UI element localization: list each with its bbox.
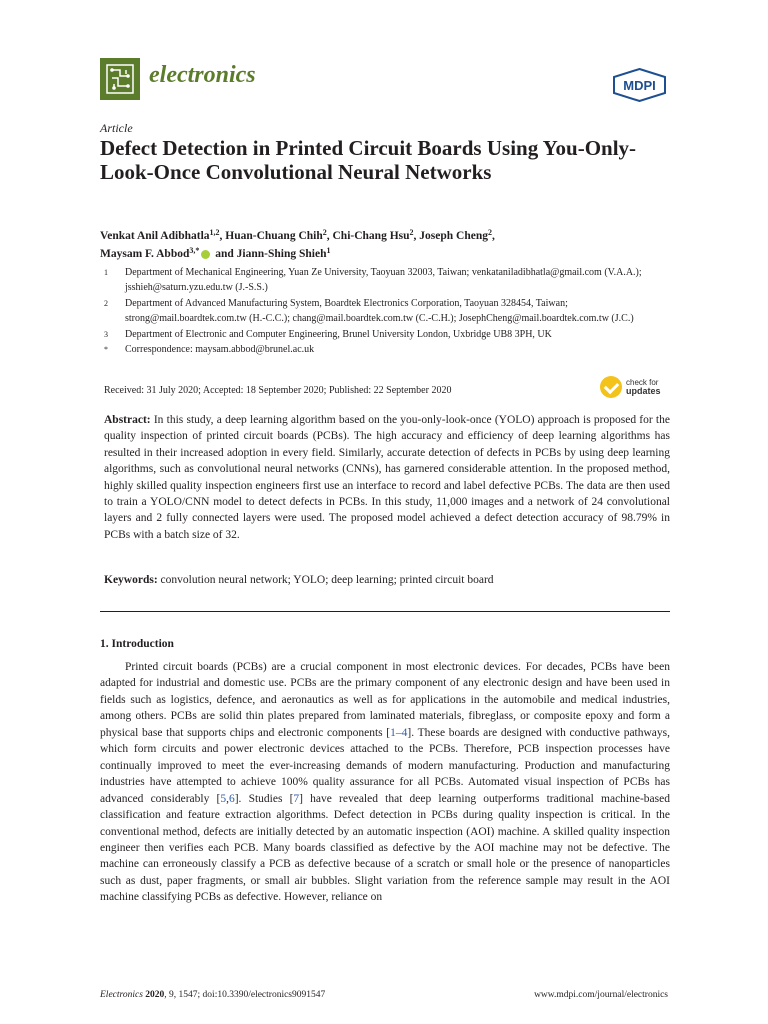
abstract (104, 412, 670, 543)
affiliation-text: Department of Electronic and Computer Engineering, Brunel University London, Uxbridge UB8 3PH, UK (125, 328, 552, 340)
author-affiliation-mark: 1,2 (209, 228, 220, 237)
citation-link[interactable]: 5 (220, 792, 227, 805)
affiliation-text: Department of Mechanical Engineering, Yuan Ze University, Taoyuan 32003, Taiwan; venkataniladibhatla@gmail.com (V.A.A.); jsshieh@saturn.yzu.edu.tw (J.-S.S.) (125, 267, 642, 294)
affiliation-number: 2 (104, 298, 108, 308)
mdpi-logo-text: MDPI (623, 78, 656, 93)
author-affiliation-mark: 2 (409, 228, 414, 237)
citation-link[interactable]: 6 (228, 792, 235, 805)
author-name: Joseph Cheng (419, 230, 488, 242)
correspondence (104, 342, 664, 357)
footer-journal: Electronics (100, 990, 143, 1000)
keywords-text: convolution neural network; YOLO; deep learning; printed circuit board (157, 574, 494, 586)
author-affiliation-mark: 2 (322, 228, 327, 237)
paragraph-text: ] have revealed that deep learning outperforms traditional machine-based classification and feature extraction algorithms. Defect detection in PCBs during quality inspection is critical. In the conventional method, defects are initially detected by an automatic inspection (AOI) machine. A skilled quality inspection engineer then verifies each PCB. Many boards classified as defective by the AOI machine may not be defective. The machine can erroneously classify a PCB as defective because of a scratch or small hole or the presence of nanoparticles such as dust, paper fragments, or small air bubbles. Slight variation from the reference sample may result in the AOI machine classifying PCBs as defective. However, reliance on (100, 792, 670, 904)
correspondence-text: Correspondence: maysam.abbod@brunel.ac.uk (125, 344, 315, 356)
affiliation-list (104, 265, 664, 357)
keywords (104, 574, 670, 586)
mdpi-logo-icon (612, 68, 667, 102)
author-name: Venkat Anil Adibhatla (100, 230, 210, 242)
keywords-label: Keywords: (104, 574, 158, 586)
footer-url[interactable]: www.mdpi.com/journal/electronics (534, 990, 668, 1000)
author-separator: , (413, 230, 420, 242)
author-name: Maysam F. Abbod (100, 248, 190, 260)
journal-name: electronics (149, 62, 256, 88)
footer-citation (100, 990, 325, 1000)
paragraph-text: ]. Studies [ (234, 792, 294, 805)
footer-year: 2020 (145, 990, 165, 1000)
section-heading: 1. Introduction (100, 638, 174, 650)
check-for-updates-label (626, 378, 661, 396)
affiliation-number: 3 (104, 329, 108, 339)
abstract-text: In this study, a deep learning algorithm based on the you-only-look-once (YOLO) approach is proposed for the quality inspection of printed circuit boards (PCBs). The high accuracy and efficiency of deep learning algorithms has resulted in their increased adoption in every field. Similarly, accurate detection of defects in PCBs by using deep learning algorithms, such as convolutional neural networks (CNNs), has garnered considerable attention. In the proposed method, highly skilled quality inspection engineers first use an interface to record and label defective PCBs. The data are then used to train a YOLO/CNN model to detect defects in PCBs. In this study, 11,000 images and a network of 24 convolutional layers and 2 fully connected layers were used. The proposed model achieved a defect detection accuracy of 98.79% in PCBs with a batch size of 32. (104, 414, 670, 541)
footer-doi: , 9, 1547; doi:10.3390/electronics9091547 (164, 990, 326, 1000)
affiliation (104, 327, 664, 342)
author-affiliation-mark: 2 (487, 228, 492, 237)
paper-title: Defect Detection in Printed Circuit Boards Using You-Only-Look-Once Convolutional Neural Networks (100, 136, 637, 184)
article-type: Article (100, 121, 133, 135)
paragraph-text: ]. These boards are designed with conductive pathways, which form circuits and power electronic devices attached to the PCBs. Therefore, PCB inspection processes have continually improved to meet the ever-increasing demands of modern manufacturing. Production and manufacturing industries have attempted to achieve 100% quality assurance for all PCBs. Automated visual inspection of PCBs has advanced considerably [ (100, 726, 671, 805)
citation-separator: , (226, 792, 229, 805)
author-separator: , (326, 230, 333, 242)
citation-dash: – (395, 726, 402, 739)
body-text (100, 659, 670, 906)
author-name: Chi-Chang Hsu (332, 230, 410, 242)
affiliation (104, 296, 664, 327)
check-for-updates-badge[interactable] (600, 376, 661, 398)
affiliation-number: 1 (104, 268, 108, 277)
checkmark-icon (600, 376, 622, 398)
paragraph-text: Printed circuit boards (PCBs) are a crucial component in most electronic devices. For decades, PCBs have been adapted for industrial and domestic use. PCBs are the primary component of any electronic design and have been used in fields such as logistics, defence, and aeronautics as well as for applications in the automobile and medical industries, among others. PCBs are solid thin plates prepared from laminated materials, fibreglass, or composite epoxy and form a physical base that supports chips and electronic components [ (100, 661, 670, 739)
check-for-updates-line1: check for (626, 378, 659, 387)
affiliation-text: Department of Advanced Manufacturing System, Boardtek Electronics Corporation, Taoyuan 328454, Taiwan; strong@mail.boardtek.com.tw (H.-C.C.); chang@mail.boardtek.com.tw (C.-C.H.); JosephCheng@mail.boardtek.com.tw (J.C.) (125, 297, 634, 325)
journal-logo-icon (100, 58, 140, 100)
author-separator: and (212, 248, 237, 260)
citation-link[interactable]: 4 (401, 726, 408, 739)
author-list (100, 227, 670, 263)
divider (100, 611, 670, 612)
author-name: Huan-Chuang Chih (225, 230, 323, 242)
orcid-icon[interactable] (201, 250, 210, 259)
check-for-updates-line2: updates (626, 386, 661, 396)
author-separator: , (491, 230, 495, 242)
author-name: Jiann-Shing Shieh (236, 248, 327, 260)
abstract-label: Abstract: (104, 414, 151, 426)
author-affiliation-mark: 3,* (189, 246, 200, 255)
affiliation-number: * (104, 345, 108, 355)
paragraph (100, 659, 670, 906)
affiliation (104, 265, 664, 296)
citation-link[interactable]: 7 (293, 792, 300, 805)
author-affiliation-mark: 1 (326, 246, 331, 255)
author-separator: , (219, 230, 226, 242)
publication-dates: Received: 31 July 2020; Accepted: 18 September 2020; Published: 22 September 2020 (104, 385, 452, 396)
citation-link[interactable]: 1 (390, 726, 396, 739)
